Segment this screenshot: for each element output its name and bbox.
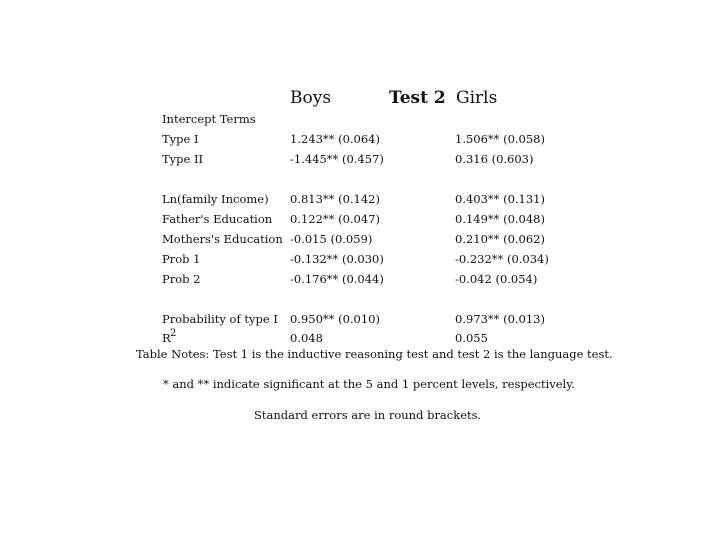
- row-label: Prob 1: [162, 252, 201, 266]
- row-label: R: [162, 331, 171, 345]
- girls-value: -0.232** (0.034): [455, 252, 549, 266]
- boys-value: -1.445** (0.457): [290, 152, 384, 166]
- row-label: Father's Education: [162, 212, 273, 226]
- section-row: [0, 112, 720, 132]
- table-row: [0, 232, 720, 252]
- girls-value: 1.506** (0.058): [455, 132, 545, 146]
- table-note: Table Notes: Test 1 is the inductive reasoning test and test 2 is the language test.: [136, 347, 613, 361]
- girls-value: 0.403** (0.131): [455, 192, 545, 206]
- table-row: [0, 252, 720, 272]
- boys-value: -0.015 (0.059): [290, 232, 373, 246]
- row-label: Probability of type I: [162, 312, 278, 326]
- header-boys: Boys: [290, 88, 332, 108]
- row-label: Ln(family Income): [162, 192, 269, 206]
- boys-value: 0.048: [290, 331, 323, 345]
- header-girls: Girls: [456, 88, 498, 108]
- significance-note: * and ** indicate significant at the 5 and 1 percent levels, respectively.: [163, 377, 575, 391]
- boys-value: 0.950** (0.010): [290, 312, 380, 326]
- girls-value: 0.055: [455, 331, 488, 345]
- table-row: [0, 152, 720, 172]
- section-label: Intercept Terms: [162, 112, 256, 126]
- boys-value: -0.132** (0.030): [290, 252, 384, 266]
- boys-value: 0.813** (0.142): [290, 192, 380, 206]
- row-label: Mothers's Education: [162, 232, 283, 246]
- table-row: [0, 312, 720, 332]
- standard-errors-note: Standard errors are in round brackets.: [254, 408, 482, 422]
- row-label: Type II: [162, 152, 204, 166]
- boys-value: 0.122** (0.047): [290, 212, 380, 226]
- boys-value: -0.176** (0.044): [290, 272, 384, 286]
- boys-value: 1.243** (0.064): [290, 132, 380, 146]
- girls-value: 0.316 (0.603): [455, 152, 534, 166]
- girls-value: 0.973** (0.013): [455, 312, 545, 326]
- row-label: Type I: [162, 132, 199, 146]
- girls-value: 0.210** (0.062): [455, 232, 545, 246]
- table-row: [0, 132, 720, 152]
- row-label: Prob 2: [162, 272, 201, 286]
- header-test-title: Test 2: [389, 88, 446, 108]
- table-row: [0, 192, 720, 212]
- r-squared-superscript: 2: [170, 328, 177, 339]
- table-row: [0, 212, 720, 232]
- table-row: [0, 272, 720, 292]
- girls-value: -0.042 (0.054): [455, 272, 538, 286]
- girls-value: 0.149** (0.048): [455, 212, 545, 226]
